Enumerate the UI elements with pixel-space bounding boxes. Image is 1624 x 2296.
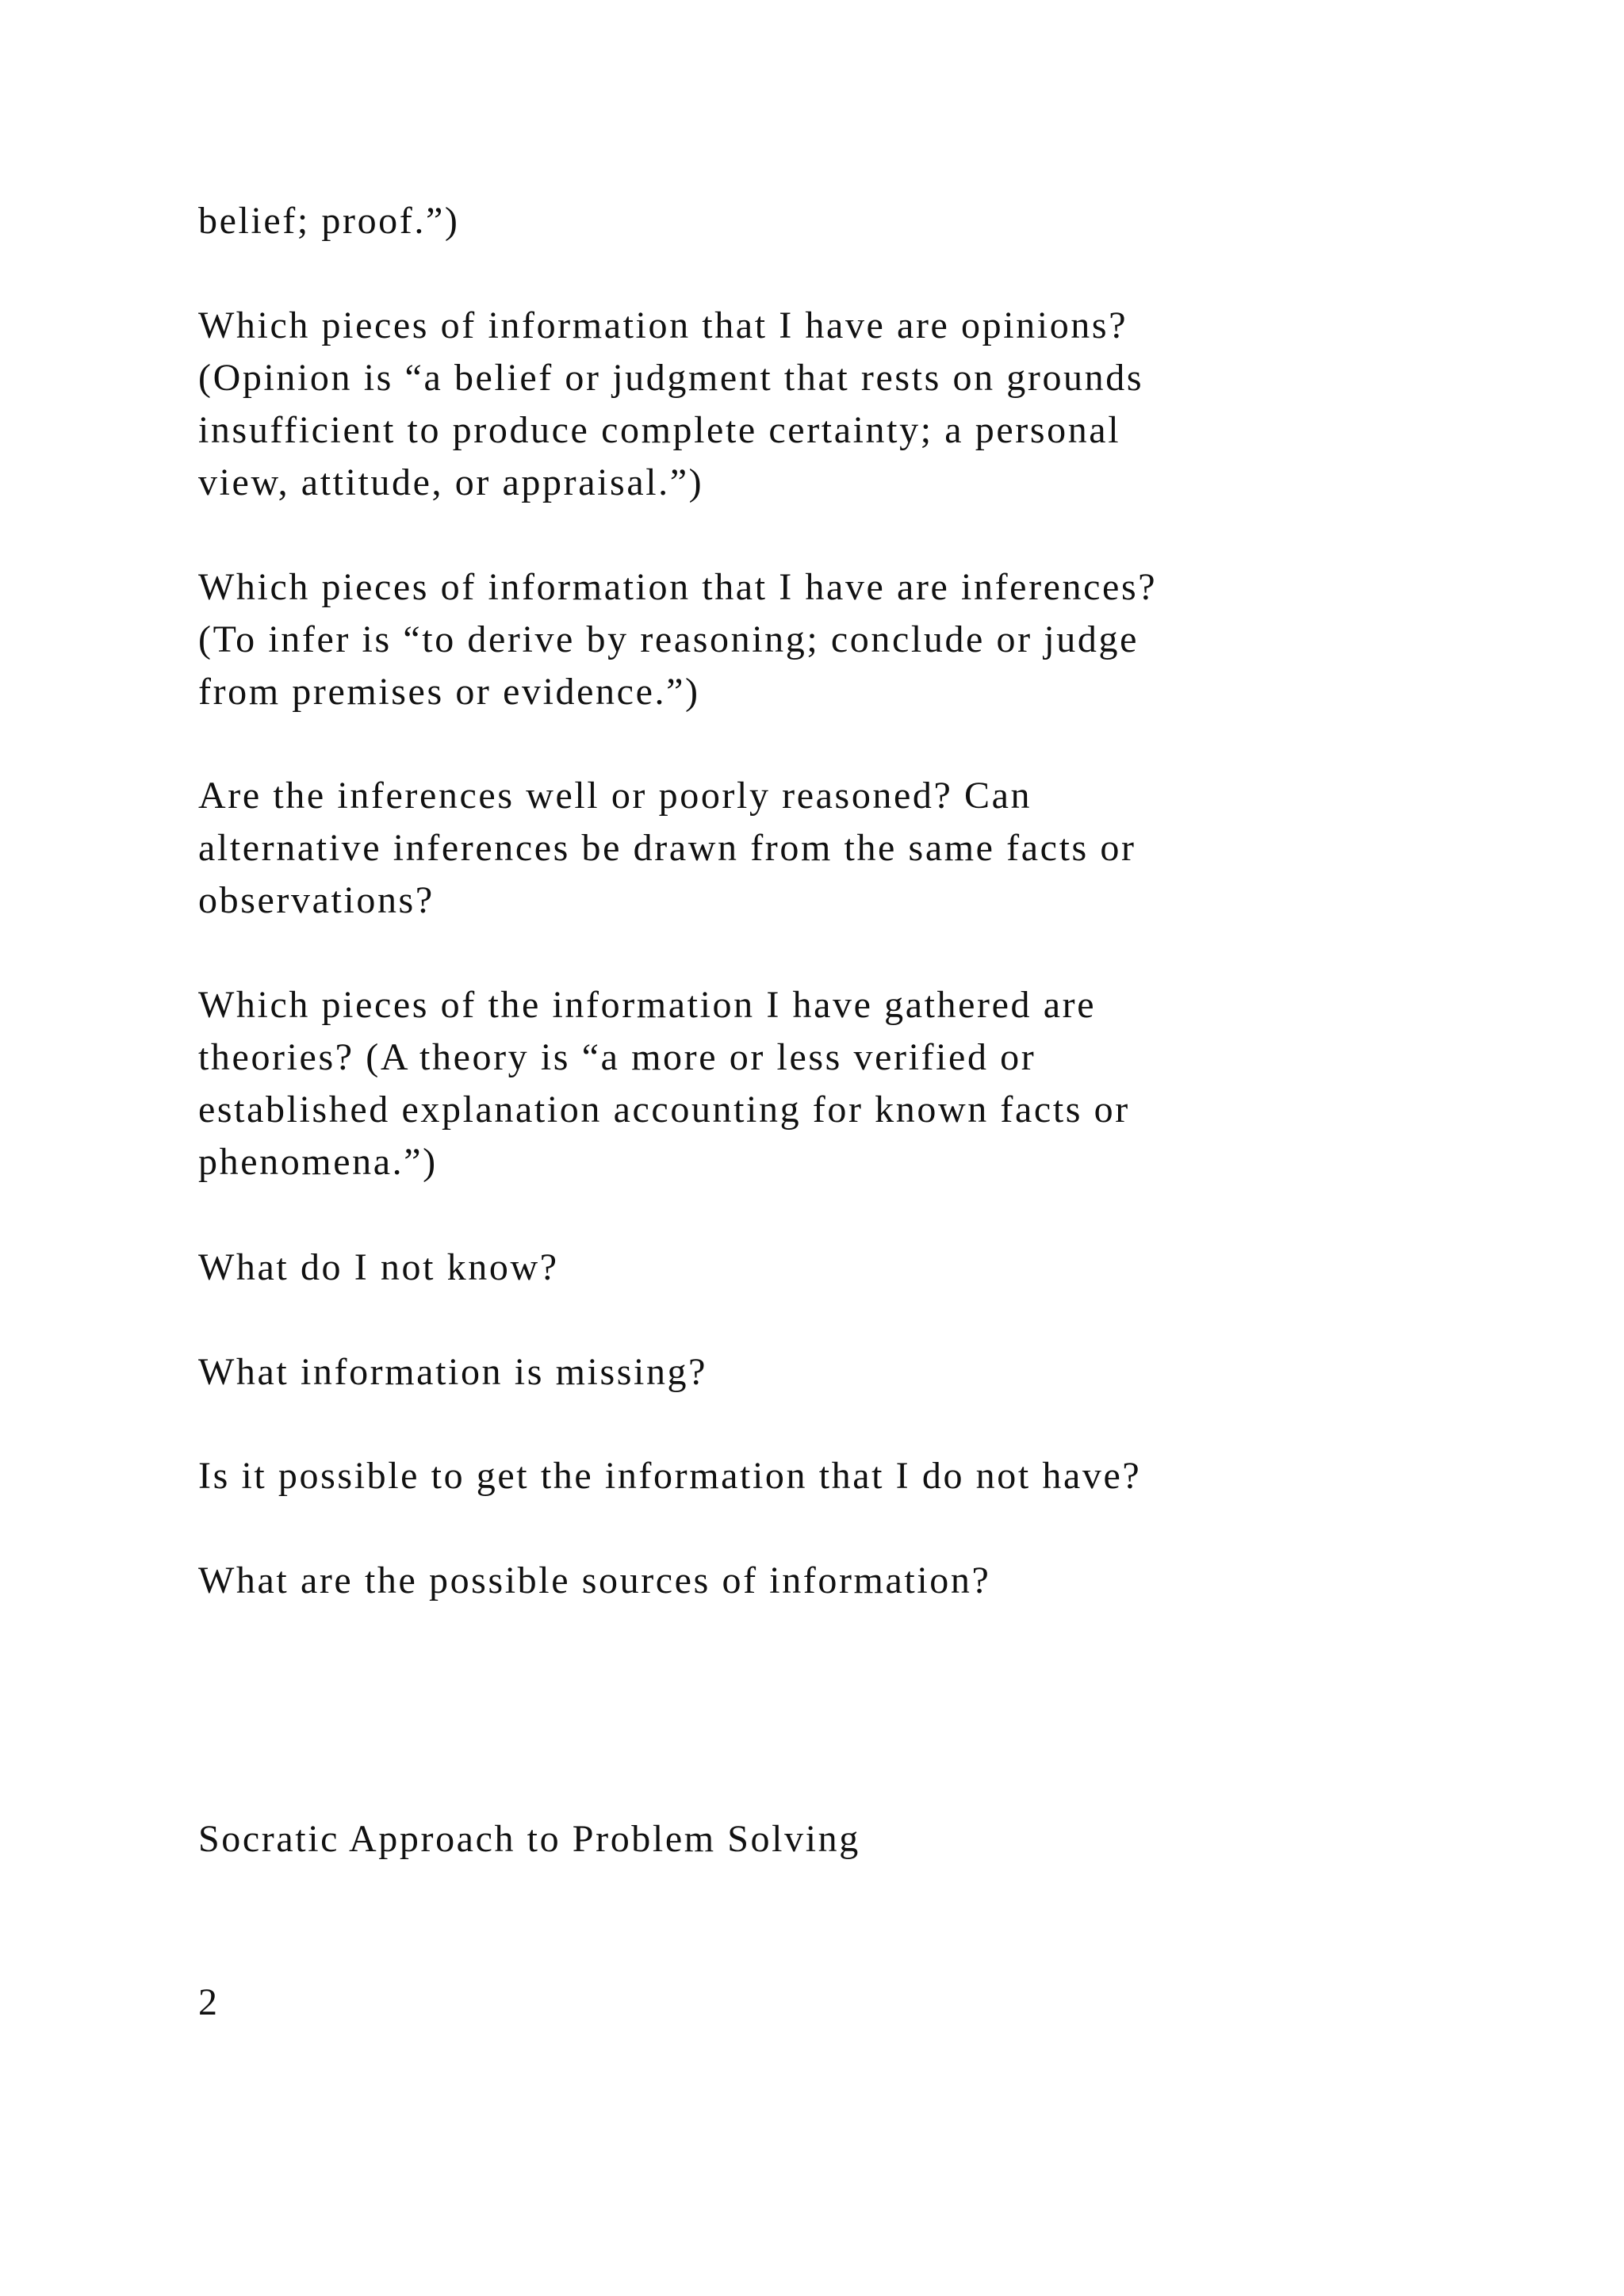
text-line: What do I not know? <box>198 1246 559 1288</box>
paragraph-possible <box>198 1450 1546 1502</box>
page-number <box>198 1976 1546 2029</box>
paragraph-theories <box>198 979 1546 1188</box>
text-line: Which pieces of information that I have are inferences? <box>198 566 1158 608</box>
text-line: established explanation accounting for known facts or <box>198 1089 1130 1131</box>
text-line: Is it possible to get the information that I do not have? <box>198 1455 1142 1497</box>
text-line: What are the possible sources of information? <box>198 1559 991 1601</box>
text-line: view, attitude, or appraisal.”) <box>198 461 704 503</box>
page-number-text: 2 <box>198 1981 220 2023</box>
paragraph-missing <box>198 1346 1546 1399</box>
paragraph-reasoning <box>198 770 1546 927</box>
text-line: insufficient to produce complete certainty; a personal <box>198 409 1121 451</box>
text-line: Which pieces of the information I have gathered are <box>198 984 1097 1026</box>
text-line: phenomena.”) <box>198 1141 438 1183</box>
paragraph-unknown <box>198 1242 1546 1294</box>
text-line: theories? (A theory is “a more or less verified or <box>198 1036 1036 1078</box>
text-line: What information is missing? <box>198 1351 708 1393</box>
running-title-text: Socratic Approach to Problem Solving <box>198 1818 860 1860</box>
text-line: from premises or evidence.”) <box>198 671 700 713</box>
paragraph-inferences <box>198 561 1546 718</box>
text-line: belief; proof.”) <box>198 200 460 242</box>
paragraph-proof-continuation <box>198 195 1546 247</box>
text-line: (To infer is “to derive by reasoning; conclude or judge <box>198 618 1139 660</box>
text-line: Are the inferences well or poorly reasoned? Can <box>198 775 1032 817</box>
running-title <box>198 1813 1546 1866</box>
text-line: (Opinion is “a belief or judgment that rests on grounds <box>198 357 1144 399</box>
paragraph-opinions <box>198 300 1546 509</box>
text-line: observations? <box>198 879 435 921</box>
text-line: alternative inferences be drawn from the same facts or <box>198 827 1136 869</box>
text-line: Which pieces of information that I have are opinions? <box>198 304 1128 346</box>
paragraph-sources <box>198 1555 1546 1607</box>
